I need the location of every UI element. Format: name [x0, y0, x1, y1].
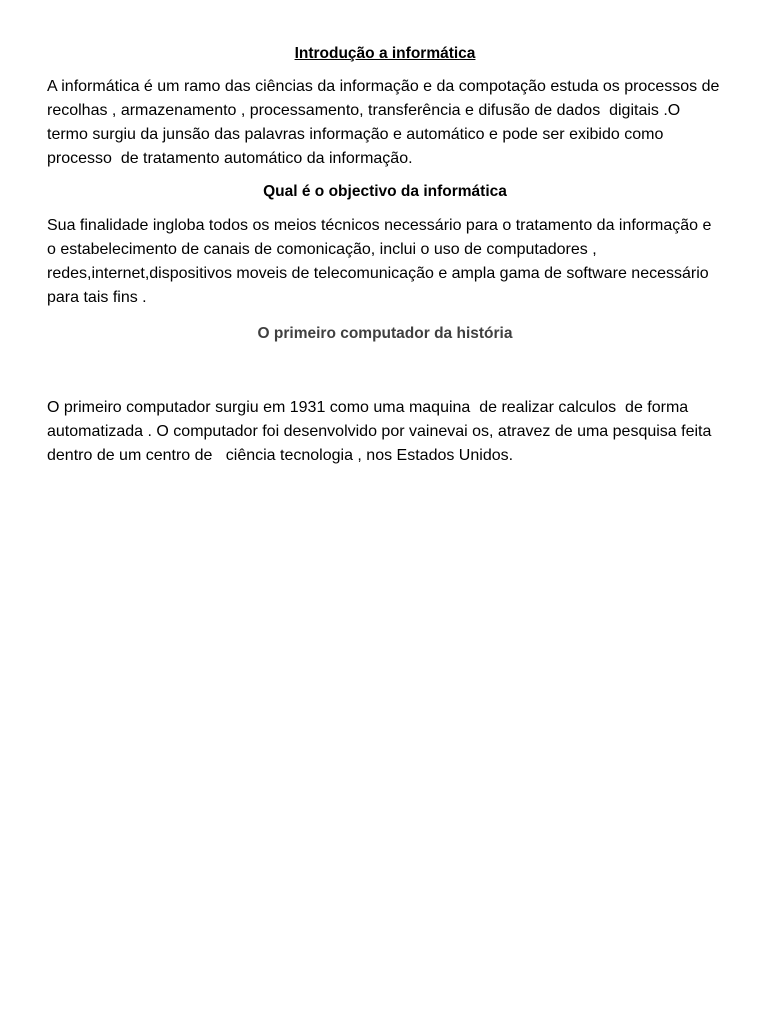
- section-heading-objective: Qual é o objectivo da informática: [263, 183, 507, 200]
- document-title: Introdução a informática: [294, 45, 476, 62]
- paragraph-first-computer: O primeiro computador surgiu em 1931 como uma maquina de realizar calculos de forma automatizada . O computador foi desenvolvido por vainevai os, atravez de uma pesquisa feita dentro de um centro de ciência tecnologia , nos Estados Unidos.: [47, 399, 716, 464]
- section-heading-first-computer: O primeiro computador da história: [257, 325, 513, 342]
- paragraph-objective: Sua finalidade ingloba todos os meios técnicos necessário para o tratamento da informação e o estabelecimento de canais de comonicação, inclui o uso de computadores , redes,internet,dispositivos moveis de telecomunicação e ampla gama de software necessário para tais fins .: [47, 217, 716, 306]
- document-body: [47, 44, 723, 468]
- paragraph-introduction: A informática é um ramo das ciências da informação e da compotação estuda os processos de recolhas , armazenamento , processamento, transferência e difusão de dados digitais .O termo surgiu da junsão das palavras informação e automático e pode ser exibido como processo de tratamento automático da informação.: [47, 78, 724, 167]
